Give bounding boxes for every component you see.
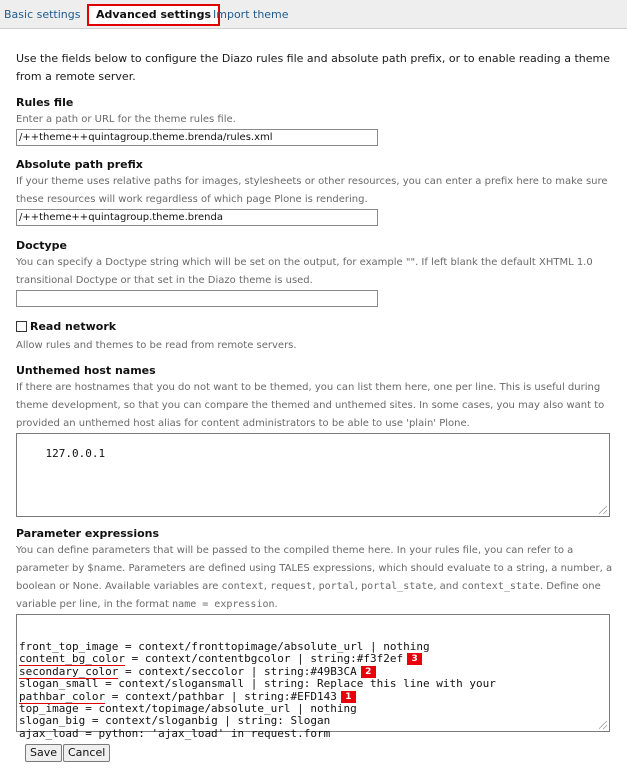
rules-file-label: Rules file xyxy=(16,96,74,109)
tab-advanced-settings[interactable]: Advanced settings xyxy=(87,4,220,26)
param-expression: = context/seccolor | string:#49B3CA xyxy=(118,664,357,678)
intro-text: Use the fields below to configure the Diazo rules file and absolute path prefix, or to enable reading a theme from a remote server. xyxy=(16,52,610,83)
params-textarea[interactable] xyxy=(16,614,610,740)
param-expression: = context/contentbgcolor | string:#f3f2ef xyxy=(124,652,404,666)
param-expression: = context/slogansmall | string: Replace this line with your xyxy=(98,677,496,691)
params-label: Parameter expressions xyxy=(16,527,160,540)
path-prefix-label: Absolute path prefix xyxy=(16,158,143,171)
doctype-label: Doctype xyxy=(16,239,67,252)
resize-grip-icon[interactable] xyxy=(599,506,607,514)
read-network-field xyxy=(16,319,620,355)
read-network-row xyxy=(16,319,620,335)
param-name: secondary_color xyxy=(19,664,119,678)
param-expression: = context/topimage/absolute_url | nothing xyxy=(78,701,357,715)
cancel-button[interactable]: Cancel xyxy=(63,744,110,762)
param-line xyxy=(19,728,607,740)
param-name: front_top_image xyxy=(19,640,119,653)
unthemed-hosts-label: Unthemed host names xyxy=(16,364,156,377)
path-prefix-help: If your theme uses relative paths for images, stylesheets or other resources, you can enter a prefix here to make sure these resources will work regardless of which page Plone is rendering. xyxy=(16,176,608,205)
path-prefix-field xyxy=(16,157,620,226)
doctype-input[interactable] xyxy=(16,290,378,307)
tab-import-theme[interactable]: Import theme xyxy=(213,8,289,21)
unthemed-hosts-textarea[interactable] xyxy=(16,433,610,517)
param-name: slogan_big xyxy=(19,714,86,728)
tab-bar xyxy=(0,0,627,29)
read-network-label: Read network xyxy=(30,320,117,333)
param-expression: = context/fronttopimage/absolute_url | nothing xyxy=(118,640,430,653)
param-expression: = context/pathbar | string:#EFD143 xyxy=(105,689,337,703)
param-name: ajax_load xyxy=(19,726,79,740)
doctype-field xyxy=(16,238,620,307)
params-help: You can define parameters that will be passed to the compiled theme here. In your rules file, you can refer to a parameter by $name. Parameters are defined using TALES expressions, which should evaluate to a string, a number, a boolean or None. Available variables are context, request, portal, portal_state, and context_state. Define one variable per line, in the format name = expression. xyxy=(16,545,613,610)
annotation-marker: 1 xyxy=(341,691,356,703)
params-field xyxy=(16,526,620,740)
unthemed-hosts-field xyxy=(16,363,620,517)
resize-grip-icon[interactable] xyxy=(599,721,607,729)
param-expression: = python: 'ajax_load' in request.form xyxy=(78,726,331,740)
param-name: content_bg_color xyxy=(19,652,125,666)
rules-file-input[interactable] xyxy=(16,129,378,146)
path-prefix-input[interactable] xyxy=(16,209,378,226)
read-network-help: Allow rules and themes to be read from remote servers. xyxy=(16,340,297,351)
save-button[interactable]: Save xyxy=(25,744,62,762)
tab-basic-settings[interactable]: Basic settings xyxy=(4,8,81,21)
param-name: pathbar_color xyxy=(19,689,106,703)
param-name: top_image xyxy=(19,701,79,715)
rules-file-field xyxy=(16,95,620,146)
param-name: slogan_small xyxy=(19,677,99,691)
read-network-checkbox[interactable] xyxy=(16,321,27,332)
rules-file-help: Enter a path or URL for the theme rules file. xyxy=(16,114,236,125)
param-expression: = context/sloganbig | string: Slogan xyxy=(85,714,331,728)
unthemed-hosts-help: If there are hostnames that you do not want to be themed, you can list them here, one per line. This is useful during theme development, so that you can compare the themed and unthemed sites. In some cases, you may also want to provided an unthemed host alias for content administrators to be able to use 'plain' Plone. xyxy=(16,382,605,429)
unthemed-hosts-value: 127.0.0.1 xyxy=(45,447,106,460)
doctype-help: You can specify a Doctype string which will be set on the output, for example "". If left blank the default XHTML 1.0 transitional Doctype or that set in the Diazo theme is used. xyxy=(16,257,593,286)
annotation-marker: 2 xyxy=(361,666,376,678)
annotation-marker: 3 xyxy=(407,653,422,665)
